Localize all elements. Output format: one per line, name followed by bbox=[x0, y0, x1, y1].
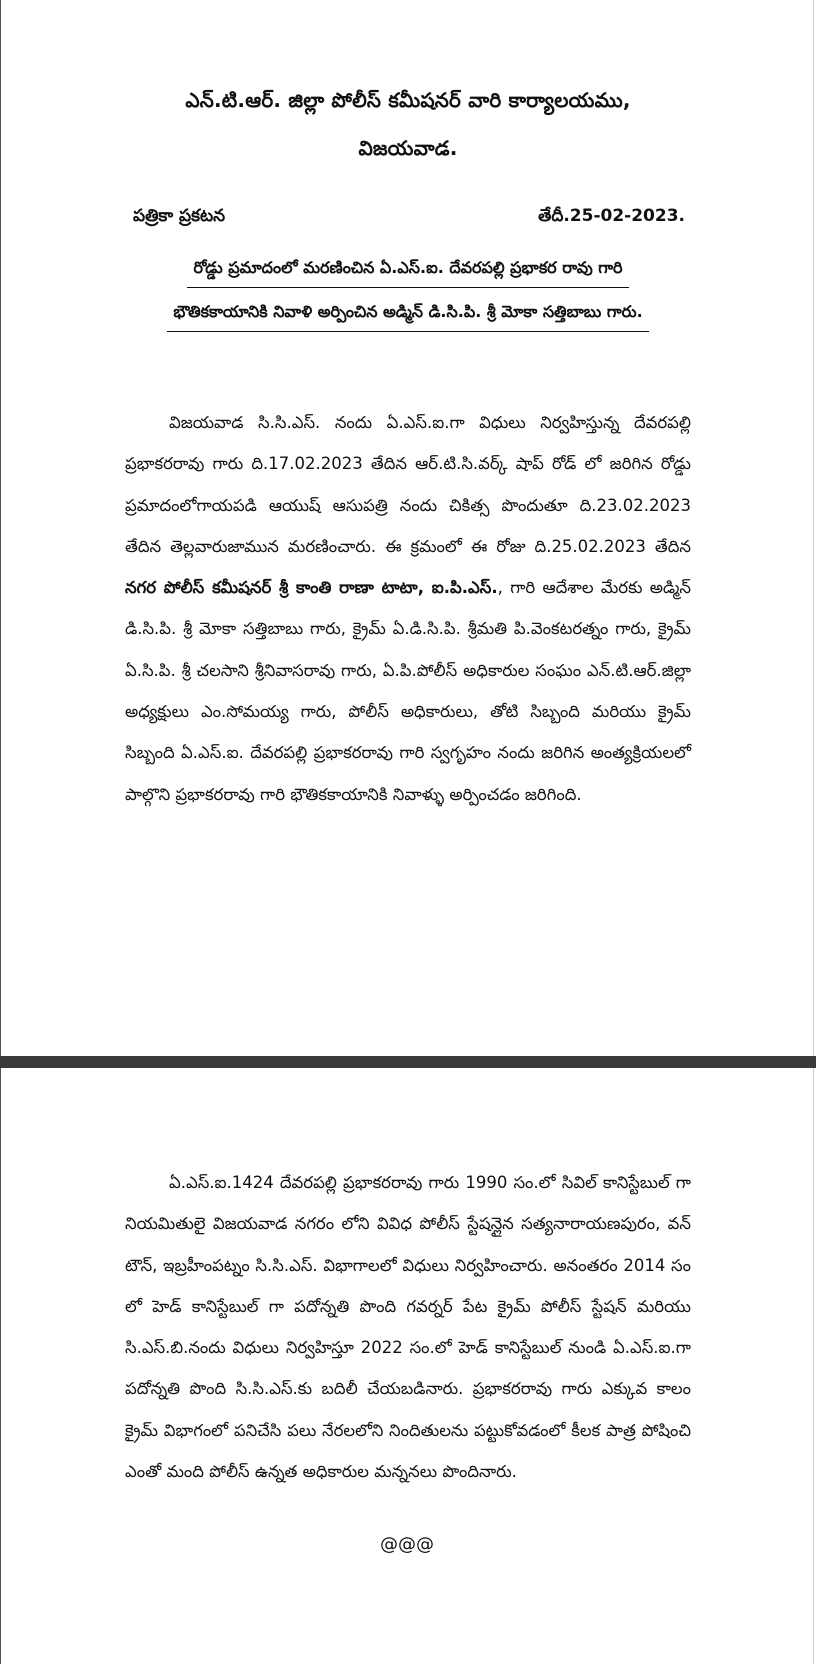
para1-text-b: , గారి ఆదేశాల మేరకు అడ్మిన్ డి.సి.పి. శ్రీ మోకా సత్తిబాబు గారు, క్రైమ్ ఏ.డి.సి.పి. శ్రీమతి పి.వెంకటరత్నం గారు, క్రైమ్ ఏ.సి.పి. శ్రీ చలసాని శ్రీనివాసరావు గారు, ఏ.పి.పోలీస్ అధికారుల సంఘం ఎన్.టి.ఆర్.జిల్లా అధ్యక్షులు ఎం.సోమయ్య గారు, పోలీస్ అధికారులు, తోటి సిబ్బంది మరియు క్రైమ్ సిబ్బంది ఏ.ఎస్.ఐ. దేవరపల్లి ప్రభాకరరావు గారి స్వగృహం నందు జరిగిన అంత్యక్రియలలో పాల్గొని ప్రభాకరరావు గారి భౌతికకాయానికి నివాళ్ళు అర్పించడం జరిగింది. bbox=[125, 578, 691, 804]
para2-text: ఏ.ఎస్.ఐ.1424 దేవరపల్లి ప్రభాకరరావు గారు 1990 సం.లో సివిల్ కానిస్టేబుల్ గా నియమితులై విజయవాడ నగరం లోని వివిధ పోలీస్ స్టేషన్లైన సత్యనారాయణపురం, వన్ టౌన్, ఇబ్రహీంపట్నం సి.సి.ఎస్. విభాగాలలో విధులు నిర్వహించారు. అనంతరం 2014 సం లో హెడ్ కానిస్టేబుల్ గా పదోన్నతి పొంది గవర్నర్ పేట క్రైమ్ పోలీస్ స్టేషన్ మరియు సి.ఎస్.బి.నందు విధులు నిర్వహిస్తూ 2022 సం.లో హెడ్ కానిస్టేబుల్ నుండి ఏ.ఎస్.ఐ.గా పదోన్నతి పొంది సి.సి.ఎస్.కు బదిలీ చేయబడినారు. ప్రభాకరరావు గారు ఎక్కువ కాలం క్రైమ్ విభాగంలో పనిచేసి పలు నేరలలోని నిందితులను పట్టుకోవడంలో కీలక పాత్ర పోషించి ఎంతో మంది పోలీస్ ఉన్నత అధికారుల మన్ననలు పొందినారు. bbox=[125, 1173, 691, 1482]
release-date: తేదీ.25-02-2023. bbox=[538, 206, 685, 226]
subject-line1-text: రోడ్డు ప్రమాదంలో మరణించిన ఏ.ఎస్.ఐ. దేవరపల్లి ప్రభాకర రావు గారి bbox=[187, 258, 628, 288]
subject-line1 bbox=[1, 258, 815, 288]
body-paragraph-2 bbox=[125, 1162, 691, 1492]
para1-text-a: విజయవాడ సి.సి.ఎస్. నందు ఏ.ఎస్.ఐ.గా విధులు నిర్వహిస్తున్న దేవరపల్లి ప్రభాకరరావు గారు ది.17.02.2023 తేదిన ఆర్.టి.సి.వర్క్ షాప్ రోడ్ లో జరిగిన రోడ్డు ప్రమాదంలోగాయపడి ఆయుష్ ఆసుపత్రి నందు చికిత్స పొందుతూ ది.23.02.2023 తేదిన తెల్లవారుజామున మరణించారు. ఈ క్రమంలో ఈ రోజు ది.25.02.2023 తేదిన bbox=[125, 413, 691, 556]
subject-line2 bbox=[1, 302, 815, 332]
press-release-label: పత్రికా ప్రకటన bbox=[133, 206, 226, 226]
closing-marker: @@@ bbox=[380, 1534, 434, 1555]
meta-row bbox=[133, 206, 685, 232]
document-page-2 bbox=[0, 1068, 814, 1664]
body-paragraph-1 bbox=[125, 402, 691, 815]
office-title-line1: ఎన్.టి.ఆర్. జిల్లా పోలీస్ కమీషనర్ వారి కార్యాలయము, bbox=[185, 88, 631, 112]
para1-bold-commissioner: నగర పోలీస్ కమీషనర్ శ్రీ కాంతి రాణా టాటా, ఐ.పి.ఎస్. bbox=[125, 578, 498, 598]
office-title-line2: విజయవాడ. bbox=[358, 136, 458, 160]
page-separator bbox=[0, 1056, 816, 1068]
subject-line2-text: భౌతికకాయానికి నివాళి అర్పించిన అడ్మిన్ డి.సి.పి. శ్రీ మోకా సత్తిబాబు గారు. bbox=[167, 302, 648, 332]
